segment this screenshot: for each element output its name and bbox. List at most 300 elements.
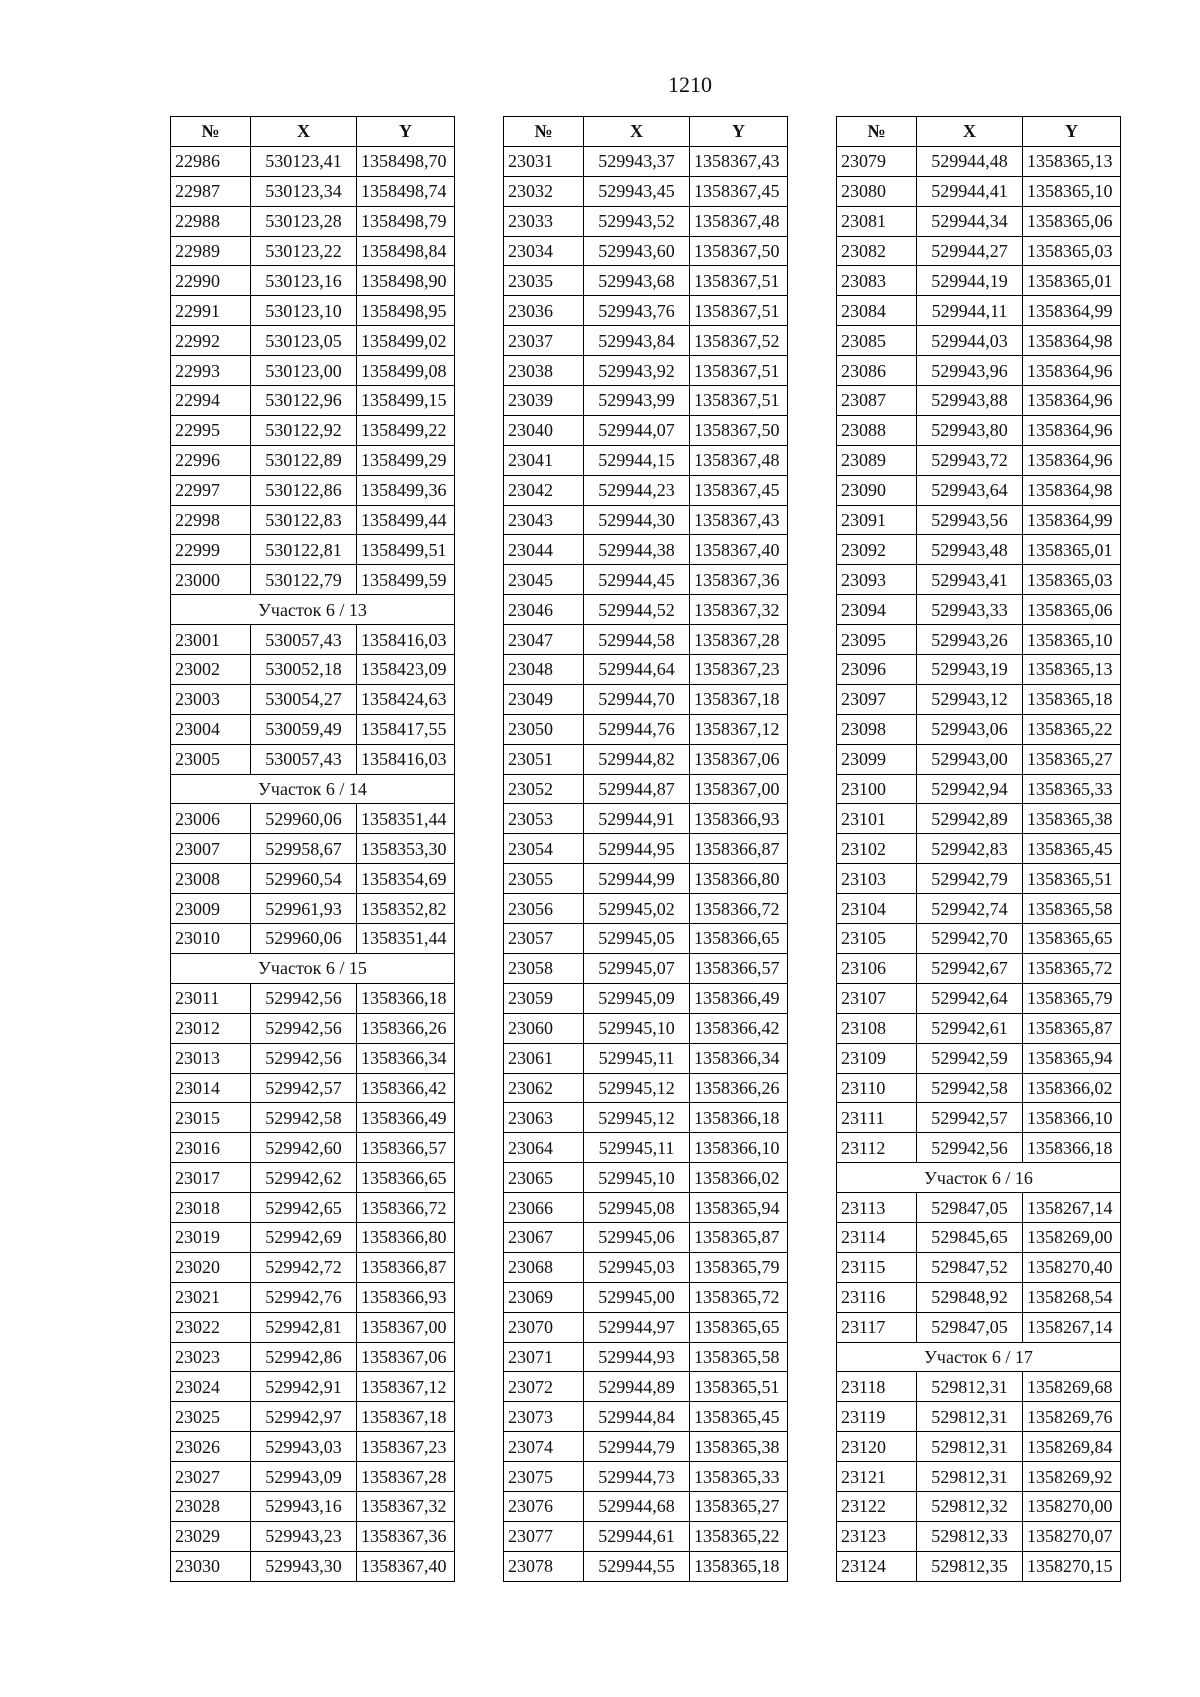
point-number-cell: 23052 xyxy=(504,774,584,804)
page-number: 1210 xyxy=(668,72,712,97)
point-number-cell: 22997 xyxy=(171,475,251,505)
x-coordinate-cell: 529944,68 xyxy=(584,1491,690,1521)
table-row xyxy=(837,535,1121,565)
coordinates-table-1 xyxy=(170,116,455,1582)
x-coordinate-cell: 529943,96 xyxy=(917,356,1023,386)
x-coordinate-cell: 529942,69 xyxy=(251,1222,357,1252)
x-coordinate-cell: 529942,56 xyxy=(251,1013,357,1043)
point-number-cell: 23057 xyxy=(504,924,584,954)
x-coordinate-cell: 529847,52 xyxy=(917,1252,1023,1282)
y-coordinate-cell: 1358367,50 xyxy=(690,415,788,445)
table-header-row xyxy=(837,117,1121,147)
point-number-cell: 23021 xyxy=(171,1282,251,1312)
point-number-cell: 23077 xyxy=(504,1521,584,1551)
point-number-cell: 23022 xyxy=(171,1312,251,1342)
table-row xyxy=(171,1282,455,1312)
table-row xyxy=(171,505,455,535)
y-coordinate-cell: 1358365,94 xyxy=(1023,1043,1121,1073)
point-number-cell: 23027 xyxy=(171,1462,251,1492)
table-row xyxy=(504,625,788,655)
x-coordinate-cell: 529944,87 xyxy=(584,774,690,804)
y-coordinate-cell: 1358366,34 xyxy=(690,1043,788,1073)
y-coordinate-cell: 1358499,59 xyxy=(357,565,455,595)
point-number-cell: 23062 xyxy=(504,1073,584,1103)
point-number-cell: 22986 xyxy=(171,146,251,176)
point-number-cell: 23004 xyxy=(171,714,251,744)
table-row xyxy=(837,266,1121,296)
x-coordinate-cell: 529944,91 xyxy=(584,804,690,834)
table-row xyxy=(504,1252,788,1282)
point-number-cell: 23033 xyxy=(504,206,584,236)
x-coordinate-cell: 529943,12 xyxy=(917,684,1023,714)
y-coordinate-cell: 1358365,01 xyxy=(1023,535,1121,565)
y-coordinate-cell: 1358364,99 xyxy=(1023,296,1121,326)
point-number-cell: 23122 xyxy=(837,1491,917,1521)
x-coordinate-cell: 529944,48 xyxy=(917,146,1023,176)
point-number-cell: 23051 xyxy=(504,744,584,774)
point-number-cell: 23073 xyxy=(504,1402,584,1432)
table-row xyxy=(837,326,1121,356)
point-number-cell: 23107 xyxy=(837,983,917,1013)
x-coordinate-cell: 529944,23 xyxy=(584,475,690,505)
x-coordinate-cell: 529943,52 xyxy=(584,206,690,236)
table-row xyxy=(504,953,788,983)
point-number-cell: 23116 xyxy=(837,1282,917,1312)
point-number-cell: 23039 xyxy=(504,386,584,416)
point-number-cell: 23032 xyxy=(504,176,584,206)
y-coordinate-cell: 1358367,00 xyxy=(357,1312,455,1342)
table-row xyxy=(171,236,455,266)
y-coordinate-cell: 1358366,87 xyxy=(690,834,788,864)
x-coordinate-cell: 529943,68 xyxy=(584,266,690,296)
y-coordinate-cell: 1358367,28 xyxy=(357,1462,455,1492)
y-coordinate-cell: 1358365,72 xyxy=(1023,953,1121,983)
y-coordinate-cell: 1358365,33 xyxy=(690,1462,788,1492)
point-number-cell: 23118 xyxy=(837,1372,917,1402)
y-coordinate-cell: 1358269,84 xyxy=(1023,1432,1121,1462)
table-row xyxy=(504,1163,788,1193)
table-row xyxy=(837,356,1121,386)
table-row xyxy=(171,1372,455,1402)
x-coordinate-cell: 529943,48 xyxy=(917,535,1023,565)
y-coordinate-cell: 1358366,93 xyxy=(357,1282,455,1312)
x-coordinate-cell: 529942,65 xyxy=(251,1193,357,1223)
y-coordinate-cell: 1358366,02 xyxy=(690,1163,788,1193)
table-row xyxy=(504,1551,788,1581)
point-number-cell: 23120 xyxy=(837,1432,917,1462)
point-number-cell: 23123 xyxy=(837,1521,917,1551)
point-number-cell: 23045 xyxy=(504,565,584,595)
y-coordinate-cell: 1358366,10 xyxy=(1023,1103,1121,1133)
x-coordinate-cell: 529944,93 xyxy=(584,1342,690,1372)
y-coordinate-cell: 1358365,58 xyxy=(690,1342,788,1372)
table-row xyxy=(504,595,788,625)
table-row xyxy=(837,386,1121,416)
x-coordinate-cell: 529942,59 xyxy=(917,1043,1023,1073)
y-coordinate-cell: 1358367,28 xyxy=(690,625,788,655)
x-coordinate-cell: 529942,64 xyxy=(917,983,1023,1013)
x-coordinate-cell: 529943,09 xyxy=(251,1462,357,1492)
point-number-cell: 23112 xyxy=(837,1133,917,1163)
point-number-cell: 23012 xyxy=(171,1013,251,1043)
point-number-cell: 23019 xyxy=(171,1222,251,1252)
x-coordinate-cell: 529943,19 xyxy=(917,655,1023,685)
y-coordinate-cell: 1358364,98 xyxy=(1023,475,1121,505)
y-coordinate-cell: 1358366,87 xyxy=(357,1252,455,1282)
point-number-cell: 23048 xyxy=(504,655,584,685)
table-row xyxy=(504,714,788,744)
x-coordinate-cell: 529943,26 xyxy=(917,625,1023,655)
y-coordinate-cell: 1358499,08 xyxy=(357,356,455,386)
x-coordinate-cell: 530123,05 xyxy=(251,326,357,356)
x-coordinate-cell: 529960,06 xyxy=(251,804,357,834)
point-number-cell: 23081 xyxy=(837,206,917,236)
y-coordinate-cell: 1358366,26 xyxy=(690,1073,788,1103)
point-number-cell: 23001 xyxy=(171,625,251,655)
point-number-cell: 23028 xyxy=(171,1491,251,1521)
point-number-cell: 23059 xyxy=(504,983,584,1013)
point-number-cell: 22987 xyxy=(171,176,251,206)
point-number-cell: 23099 xyxy=(837,744,917,774)
x-coordinate-cell: 530122,81 xyxy=(251,535,357,565)
x-coordinate-cell: 529942,83 xyxy=(917,834,1023,864)
x-coordinate-cell: 529944,07 xyxy=(584,415,690,445)
point-number-cell: 23005 xyxy=(171,744,251,774)
y-coordinate-cell: 1358365,33 xyxy=(1023,774,1121,804)
y-coordinate-cell: 1358366,42 xyxy=(357,1073,455,1103)
point-number-cell: 23105 xyxy=(837,924,917,954)
point-number-cell: 23101 xyxy=(837,804,917,834)
x-coordinate-cell: 529945,10 xyxy=(584,1163,690,1193)
point-number-cell: 23046 xyxy=(504,595,584,625)
y-coordinate-cell: 1358366,18 xyxy=(357,983,455,1013)
point-number-cell: 23025 xyxy=(171,1402,251,1432)
y-coordinate-cell: 1358365,72 xyxy=(690,1282,788,1312)
point-number-cell: 23049 xyxy=(504,684,584,714)
point-number-cell: 23040 xyxy=(504,415,584,445)
y-coordinate-cell: 1358417,55 xyxy=(357,714,455,744)
y-coordinate-cell: 1358352,82 xyxy=(357,894,455,924)
x-coordinate-cell: 529812,33 xyxy=(917,1521,1023,1551)
y-coordinate-cell: 1358367,48 xyxy=(690,445,788,475)
table-row xyxy=(171,356,455,386)
header-num: № xyxy=(837,117,917,147)
y-coordinate-cell: 1358364,96 xyxy=(1023,356,1121,386)
x-coordinate-cell: 529942,91 xyxy=(251,1372,357,1402)
point-number-cell: 23113 xyxy=(837,1193,917,1223)
x-coordinate-cell: 529944,73 xyxy=(584,1462,690,1492)
table-row xyxy=(171,1402,455,1432)
table-row xyxy=(171,415,455,445)
y-coordinate-cell: 1358365,38 xyxy=(1023,804,1121,834)
point-number-cell: 23058 xyxy=(504,953,584,983)
x-coordinate-cell: 529943,45 xyxy=(584,176,690,206)
x-coordinate-cell: 529944,11 xyxy=(917,296,1023,326)
table-row xyxy=(837,714,1121,744)
y-coordinate-cell: 1358499,15 xyxy=(357,386,455,416)
point-number-cell: 23003 xyxy=(171,684,251,714)
y-coordinate-cell: 1358365,65 xyxy=(690,1312,788,1342)
section-row xyxy=(171,774,455,804)
table-row xyxy=(837,804,1121,834)
y-coordinate-cell: 1358365,79 xyxy=(690,1252,788,1282)
y-coordinate-cell: 1358365,10 xyxy=(1023,176,1121,206)
point-number-cell: 22992 xyxy=(171,326,251,356)
point-number-cell: 22993 xyxy=(171,356,251,386)
table-row xyxy=(837,625,1121,655)
y-coordinate-cell: 1358365,13 xyxy=(1023,146,1121,176)
table-row xyxy=(837,1103,1121,1133)
y-coordinate-cell: 1358367,32 xyxy=(690,595,788,625)
x-coordinate-cell: 529812,31 xyxy=(917,1372,1023,1402)
x-coordinate-cell: 530123,00 xyxy=(251,356,357,386)
table-row xyxy=(171,684,455,714)
x-coordinate-cell: 530122,92 xyxy=(251,415,357,445)
x-coordinate-cell: 529942,56 xyxy=(251,983,357,1013)
y-coordinate-cell: 1358367,18 xyxy=(690,684,788,714)
point-number-cell: 23106 xyxy=(837,953,917,983)
point-number-cell: 22999 xyxy=(171,535,251,565)
y-coordinate-cell: 1358366,26 xyxy=(357,1013,455,1043)
point-number-cell: 22994 xyxy=(171,386,251,416)
table-row xyxy=(837,236,1121,266)
x-coordinate-cell: 529943,60 xyxy=(584,236,690,266)
x-coordinate-cell: 529942,76 xyxy=(251,1282,357,1312)
point-number-cell: 23111 xyxy=(837,1103,917,1133)
table-row xyxy=(171,1462,455,1492)
x-coordinate-cell: 529943,06 xyxy=(917,714,1023,744)
point-number-cell: 23015 xyxy=(171,1103,251,1133)
y-coordinate-cell: 1358366,57 xyxy=(357,1133,455,1163)
x-coordinate-cell: 529943,64 xyxy=(917,475,1023,505)
point-number-cell: 23002 xyxy=(171,655,251,685)
point-number-cell: 23103 xyxy=(837,864,917,894)
x-coordinate-cell: 529944,97 xyxy=(584,1312,690,1342)
x-coordinate-cell: 529944,45 xyxy=(584,565,690,595)
table-row xyxy=(171,1432,455,1462)
table-row xyxy=(504,1043,788,1073)
table-row xyxy=(504,655,788,685)
x-coordinate-cell: 529944,38 xyxy=(584,535,690,565)
x-coordinate-cell: 529942,97 xyxy=(251,1402,357,1432)
x-coordinate-cell: 529943,16 xyxy=(251,1491,357,1521)
x-coordinate-cell: 529943,41 xyxy=(917,565,1023,595)
table-row xyxy=(504,1133,788,1163)
x-coordinate-cell: 529944,76 xyxy=(584,714,690,744)
table-row xyxy=(837,475,1121,505)
point-number-cell: 23056 xyxy=(504,894,584,924)
table-row xyxy=(837,744,1121,774)
table-row xyxy=(171,445,455,475)
point-number-cell: 23071 xyxy=(504,1342,584,1372)
point-number-cell: 23064 xyxy=(504,1133,584,1163)
table-row xyxy=(171,326,455,356)
table-row xyxy=(837,864,1121,894)
y-coordinate-cell: 1358365,01 xyxy=(1023,266,1121,296)
x-coordinate-cell: 529942,81 xyxy=(251,1312,357,1342)
table-row xyxy=(171,655,455,685)
x-coordinate-cell: 529944,79 xyxy=(584,1432,690,1462)
header-y: Y xyxy=(1023,117,1121,147)
y-coordinate-cell: 1358367,23 xyxy=(357,1432,455,1462)
x-coordinate-cell: 530122,89 xyxy=(251,445,357,475)
x-coordinate-cell: 529943,72 xyxy=(917,445,1023,475)
x-coordinate-cell: 529944,41 xyxy=(917,176,1023,206)
point-number-cell: 22989 xyxy=(171,236,251,266)
point-number-cell: 23055 xyxy=(504,864,584,894)
point-number-cell: 23070 xyxy=(504,1312,584,1342)
table-row xyxy=(171,1133,455,1163)
table-row xyxy=(837,1372,1121,1402)
x-coordinate-cell: 530052,18 xyxy=(251,655,357,685)
x-coordinate-cell: 529945,12 xyxy=(584,1103,690,1133)
table-row xyxy=(171,894,455,924)
y-coordinate-cell: 1358367,43 xyxy=(690,505,788,535)
point-number-cell: 23066 xyxy=(504,1193,584,1223)
x-coordinate-cell: 529848,92 xyxy=(917,1282,1023,1312)
table-row xyxy=(837,953,1121,983)
table-row xyxy=(837,595,1121,625)
table-row xyxy=(171,1163,455,1193)
point-number-cell: 23069 xyxy=(504,1282,584,1312)
table-row xyxy=(171,1013,455,1043)
table-row xyxy=(171,266,455,296)
y-coordinate-cell: 1358365,06 xyxy=(1023,206,1121,236)
y-coordinate-cell: 1358365,22 xyxy=(690,1521,788,1551)
table-row xyxy=(504,1103,788,1133)
table-row xyxy=(504,386,788,416)
header-num: № xyxy=(504,117,584,147)
x-coordinate-cell: 529945,10 xyxy=(584,1013,690,1043)
y-coordinate-cell: 1358498,95 xyxy=(357,296,455,326)
point-number-cell: 23109 xyxy=(837,1043,917,1073)
table-row xyxy=(837,1551,1121,1581)
table-row xyxy=(504,176,788,206)
y-coordinate-cell: 1358353,30 xyxy=(357,834,455,864)
point-number-cell: 22991 xyxy=(171,296,251,326)
point-number-cell: 23010 xyxy=(171,924,251,954)
y-coordinate-cell: 1358366,18 xyxy=(690,1103,788,1133)
table-row xyxy=(504,326,788,356)
y-coordinate-cell: 1358366,93 xyxy=(690,804,788,834)
x-coordinate-cell: 529942,57 xyxy=(251,1073,357,1103)
point-number-cell: 23087 xyxy=(837,386,917,416)
header-y: Y xyxy=(357,117,455,147)
y-coordinate-cell: 1358367,18 xyxy=(357,1402,455,1432)
point-number-cell: 23018 xyxy=(171,1193,251,1223)
table-row xyxy=(837,445,1121,475)
y-coordinate-cell: 1358366,49 xyxy=(690,983,788,1013)
table-row xyxy=(837,655,1121,685)
table-row xyxy=(504,1282,788,1312)
table-row xyxy=(837,1491,1121,1521)
table-row xyxy=(171,1193,455,1223)
y-coordinate-cell: 1358366,18 xyxy=(1023,1133,1121,1163)
table-row xyxy=(837,146,1121,176)
table-row xyxy=(837,1521,1121,1551)
y-coordinate-cell: 1358367,52 xyxy=(690,326,788,356)
x-coordinate-cell: 529945,05 xyxy=(584,924,690,954)
table-row xyxy=(837,565,1121,595)
table-row xyxy=(171,864,455,894)
y-coordinate-cell: 1358367,43 xyxy=(690,146,788,176)
y-coordinate-cell: 1358367,48 xyxy=(690,206,788,236)
x-coordinate-cell: 529942,86 xyxy=(251,1342,357,1372)
x-coordinate-cell: 529943,00 xyxy=(917,744,1023,774)
point-number-cell: 23124 xyxy=(837,1551,917,1581)
point-number-cell: 23036 xyxy=(504,296,584,326)
y-coordinate-cell: 1358364,99 xyxy=(1023,505,1121,535)
point-number-cell: 23110 xyxy=(837,1073,917,1103)
x-coordinate-cell: 529942,67 xyxy=(917,953,1023,983)
point-number-cell: 23037 xyxy=(504,326,584,356)
point-number-cell: 23091 xyxy=(837,505,917,535)
x-coordinate-cell: 529812,31 xyxy=(917,1402,1023,1432)
table-row xyxy=(837,983,1121,1013)
x-coordinate-cell: 529942,74 xyxy=(917,894,1023,924)
y-coordinate-cell: 1358365,87 xyxy=(690,1222,788,1252)
x-coordinate-cell: 529958,67 xyxy=(251,834,357,864)
point-number-cell: 23061 xyxy=(504,1043,584,1073)
table-row xyxy=(171,714,455,744)
point-number-cell: 23023 xyxy=(171,1342,251,1372)
table-row xyxy=(837,1193,1121,1223)
y-coordinate-cell: 1358365,03 xyxy=(1023,565,1121,595)
table-row xyxy=(837,1252,1121,1282)
y-coordinate-cell: 1358423,09 xyxy=(357,655,455,685)
y-coordinate-cell: 1358367,23 xyxy=(690,655,788,685)
y-coordinate-cell: 1358270,15 xyxy=(1023,1551,1121,1581)
x-coordinate-cell: 529942,56 xyxy=(251,1043,357,1073)
x-coordinate-cell: 529943,84 xyxy=(584,326,690,356)
point-number-cell: 23096 xyxy=(837,655,917,685)
point-number-cell: 22996 xyxy=(171,445,251,475)
y-coordinate-cell: 1358365,22 xyxy=(1023,714,1121,744)
point-number-cell: 23067 xyxy=(504,1222,584,1252)
table-row xyxy=(504,1462,788,1492)
x-coordinate-cell: 530059,49 xyxy=(251,714,357,744)
x-coordinate-cell: 529944,55 xyxy=(584,1551,690,1581)
section-label: Участок 6 / 13 xyxy=(171,595,455,625)
table-row xyxy=(504,1073,788,1103)
table-row xyxy=(504,983,788,1013)
table-row xyxy=(837,924,1121,954)
x-coordinate-cell: 530123,41 xyxy=(251,146,357,176)
point-number-cell: 23095 xyxy=(837,625,917,655)
x-coordinate-cell: 529943,88 xyxy=(917,386,1023,416)
y-coordinate-cell: 1358270,40 xyxy=(1023,1252,1121,1282)
x-coordinate-cell: 529944,89 xyxy=(584,1372,690,1402)
y-coordinate-cell: 1358365,51 xyxy=(1023,864,1121,894)
table-row xyxy=(504,146,788,176)
y-coordinate-cell: 1358365,06 xyxy=(1023,595,1121,625)
x-coordinate-cell: 529944,30 xyxy=(584,505,690,535)
y-coordinate-cell: 1358365,65 xyxy=(1023,924,1121,954)
y-coordinate-cell: 1358367,51 xyxy=(690,386,788,416)
table-row xyxy=(171,176,455,206)
point-number-cell: 23008 xyxy=(171,864,251,894)
x-coordinate-cell: 529944,99 xyxy=(584,864,690,894)
x-coordinate-cell: 529942,56 xyxy=(917,1133,1023,1163)
table-row xyxy=(504,565,788,595)
y-coordinate-cell: 1358367,45 xyxy=(690,176,788,206)
x-coordinate-cell: 529942,58 xyxy=(917,1073,1023,1103)
table-row xyxy=(504,445,788,475)
x-coordinate-cell: 529942,60 xyxy=(251,1133,357,1163)
x-coordinate-cell: 529944,34 xyxy=(917,206,1023,236)
x-coordinate-cell: 529812,31 xyxy=(917,1432,1023,1462)
point-number-cell: 23092 xyxy=(837,535,917,565)
